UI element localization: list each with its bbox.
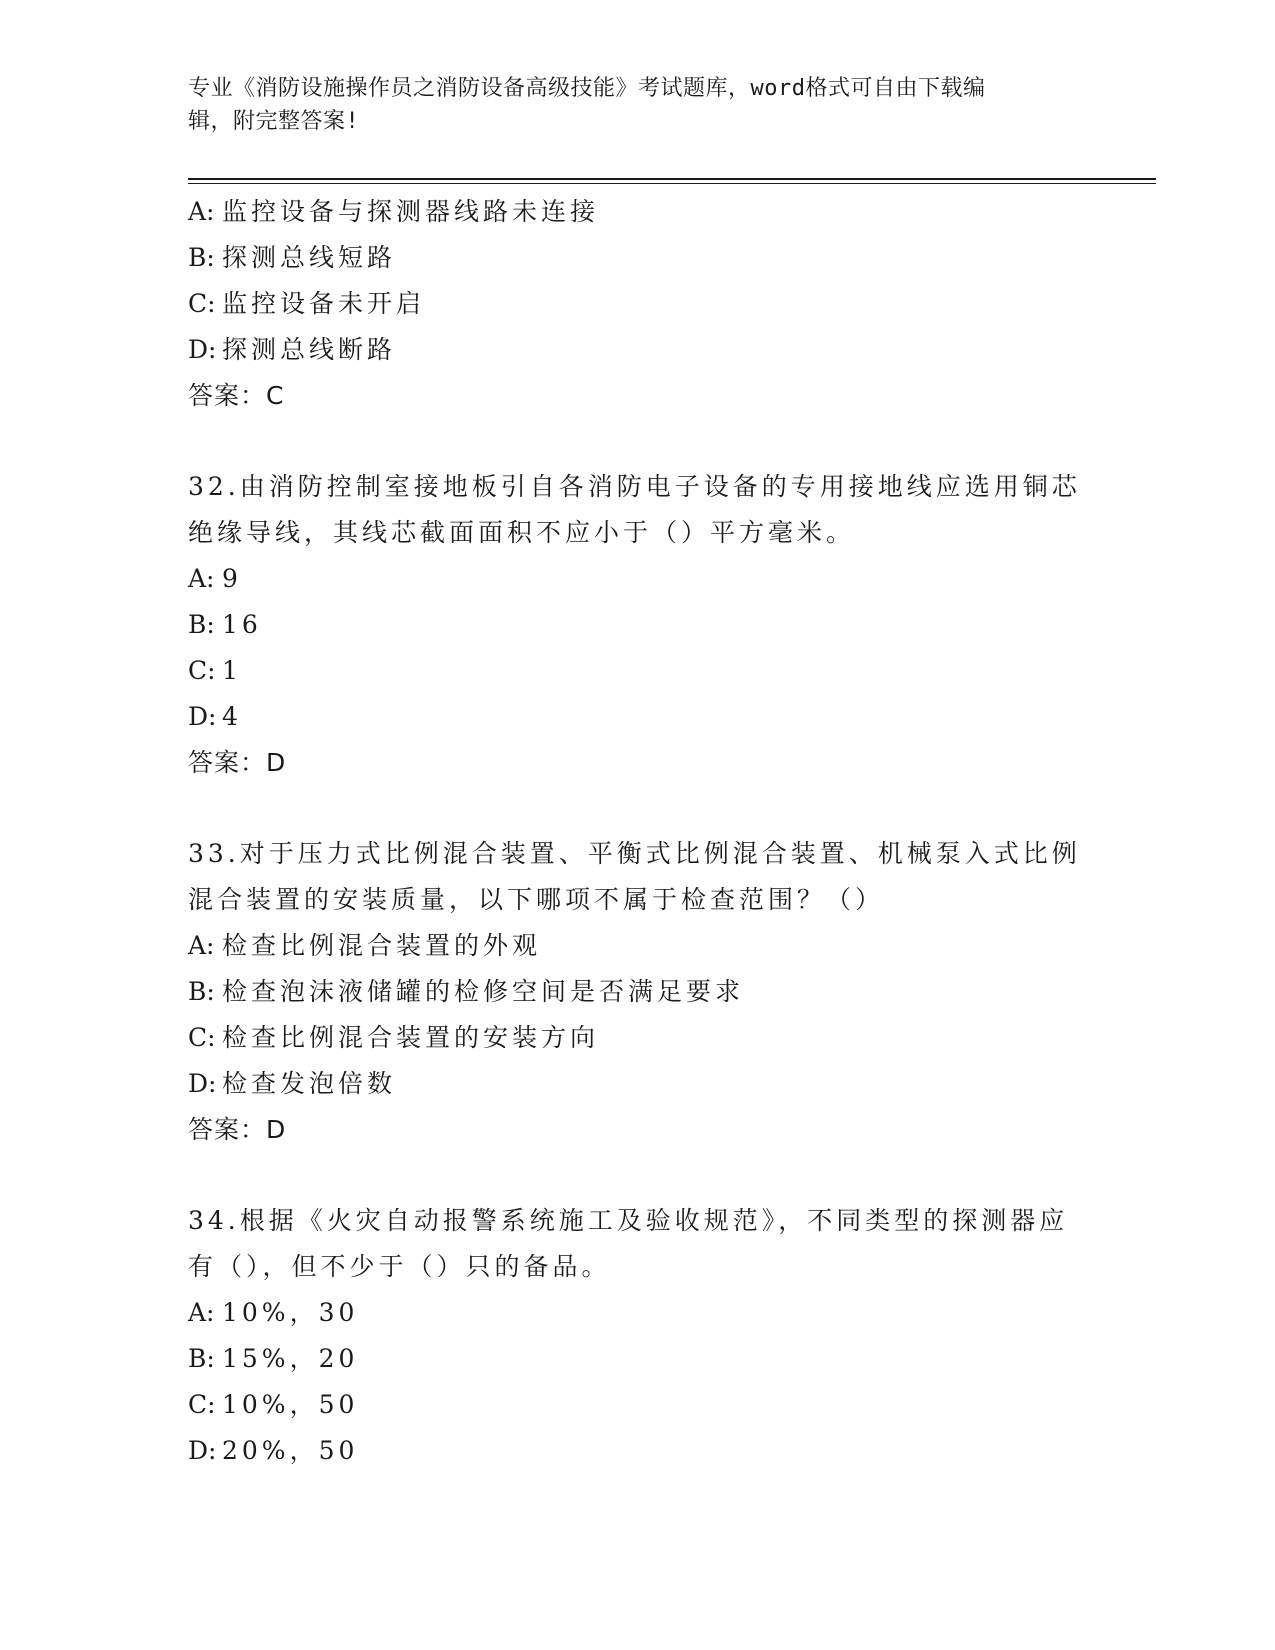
question-stem-line-1: 33.对于压力式比例混合装置、平衡式比例混合装置、机械泵入式比例 bbox=[188, 839, 1081, 868]
question-stem-line-2: 混合装置的安装质量，以下哪项不属于检查范围？（） bbox=[188, 885, 885, 914]
spacer bbox=[188, 419, 1088, 464]
header-divider-thick bbox=[188, 178, 1156, 180]
option-d: D: 探测总线断路 bbox=[188, 335, 397, 364]
answer-text: 答案：D bbox=[188, 1115, 287, 1144]
header-line-2: 辑，附完整答案! bbox=[188, 109, 360, 134]
spacer bbox=[188, 1153, 1088, 1198]
answer-text: 答案：C bbox=[188, 381, 285, 410]
option-a: A: 10%，30 bbox=[188, 1298, 359, 1327]
option-c: C: 检查比例混合装置的安装方向 bbox=[188, 1023, 600, 1052]
question-31-continued bbox=[188, 189, 1088, 419]
option-c: C: 监控设备未开启 bbox=[188, 289, 426, 318]
question-stem-line-2: 绝缘导线，其线芯截面面积不应小于（）平方毫米。 bbox=[188, 518, 856, 547]
spacer bbox=[188, 786, 1088, 831]
option-a: A: 9 bbox=[188, 564, 242, 593]
question-33 bbox=[188, 831, 1088, 1153]
answer-text: 答案：D bbox=[188, 748, 287, 777]
option-b: B: 15%，20 bbox=[188, 1344, 359, 1373]
question-stem-line-2: 有（），但不少于（）只的备品。 bbox=[188, 1252, 611, 1281]
question-34 bbox=[188, 1198, 1088, 1474]
document-header bbox=[188, 72, 1088, 138]
question-stem-line-1: 34.根据《火灾自动报警系统施工及验收规范》，不同类型的探测器应 bbox=[188, 1206, 1069, 1235]
option-a: A: 监控设备与探测器线路未连接 bbox=[188, 197, 600, 226]
header-line-1: 专业《消防设施操作员之消防设备高级技能》考试题库，word格式可自由下载编 bbox=[188, 76, 986, 101]
option-a: A: 检查比例混合装置的外观 bbox=[188, 931, 542, 960]
option-d: D: 4 bbox=[188, 702, 242, 731]
option-c: C: 1 bbox=[188, 656, 242, 685]
question-stem-line-1: 32.由消防控制室接地板引自各消防电子设备的专用接地线应选用铜芯 bbox=[188, 472, 1081, 501]
option-b: B: 16 bbox=[188, 610, 262, 639]
option-c: C: 10%，50 bbox=[188, 1390, 359, 1419]
option-d: D: 检查发泡倍数 bbox=[188, 1069, 397, 1098]
option-d: D: 20%，50 bbox=[188, 1436, 359, 1465]
option-b: B: 探测总线短路 bbox=[188, 243, 397, 272]
header-divider-thin bbox=[188, 183, 1156, 184]
question-list bbox=[188, 189, 1088, 1474]
question-32 bbox=[188, 464, 1088, 786]
option-b: B: 检查泡沫液储罐的检修空间是否满足要求 bbox=[188, 977, 745, 1006]
